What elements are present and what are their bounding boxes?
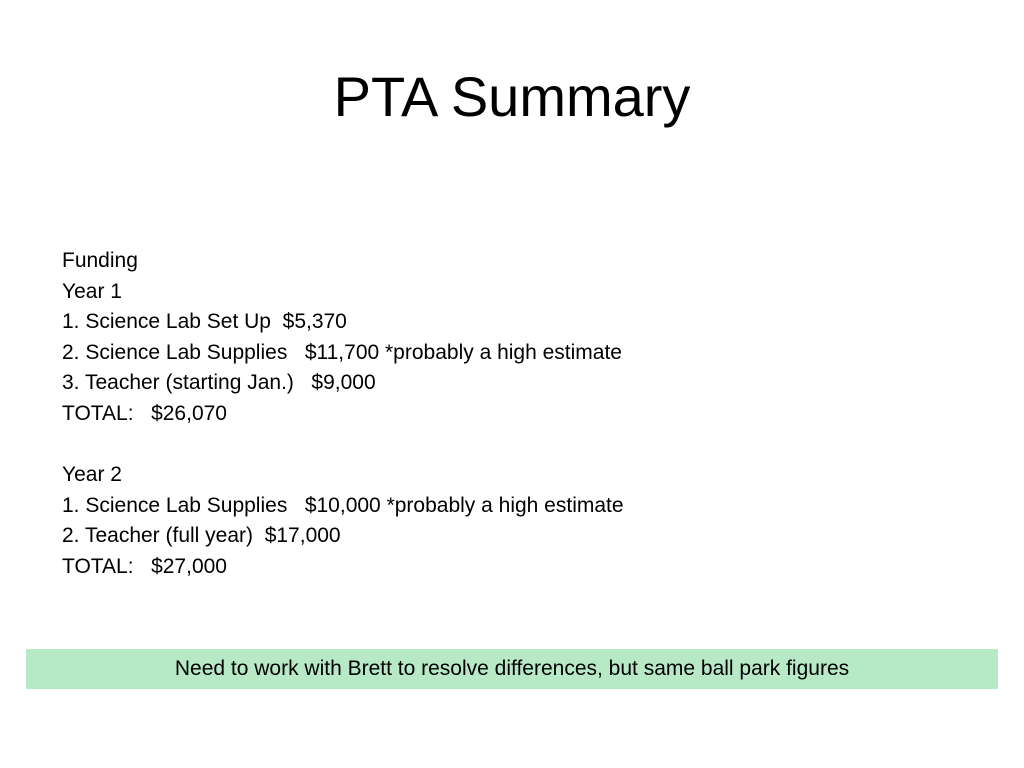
- year-1-item: 3. Teacher (starting Jan.) $9,000: [62, 371, 376, 395]
- year-1-item: 2. Science Lab Supplies $11,700 *probably a high estimate: [62, 340, 622, 364]
- year-2-total: TOTAL: $27,000: [62, 554, 227, 578]
- funding-content: [62, 246, 962, 583]
- funding-heading: Funding: [62, 249, 138, 272]
- year-1-total: TOTAL: $26,070: [62, 401, 227, 425]
- year-2-item: 2. Teacher (full year) $17,000: [62, 524, 341, 548]
- slide-title: PTA Summary: [333, 65, 691, 128]
- year-1-item: 1. Science Lab Set Up $5,370: [62, 310, 347, 334]
- year-1-label: Year 1: [62, 279, 122, 303]
- year-2-label: Year 2: [62, 463, 122, 487]
- year-2-item: 1. Science Lab Supplies $10,000 *probably a high estimate: [62, 493, 624, 517]
- section-spacer: [62, 430, 962, 461]
- callout-box: Need to work with Brett to resolve differences, but same ball park figures: [26, 649, 998, 689]
